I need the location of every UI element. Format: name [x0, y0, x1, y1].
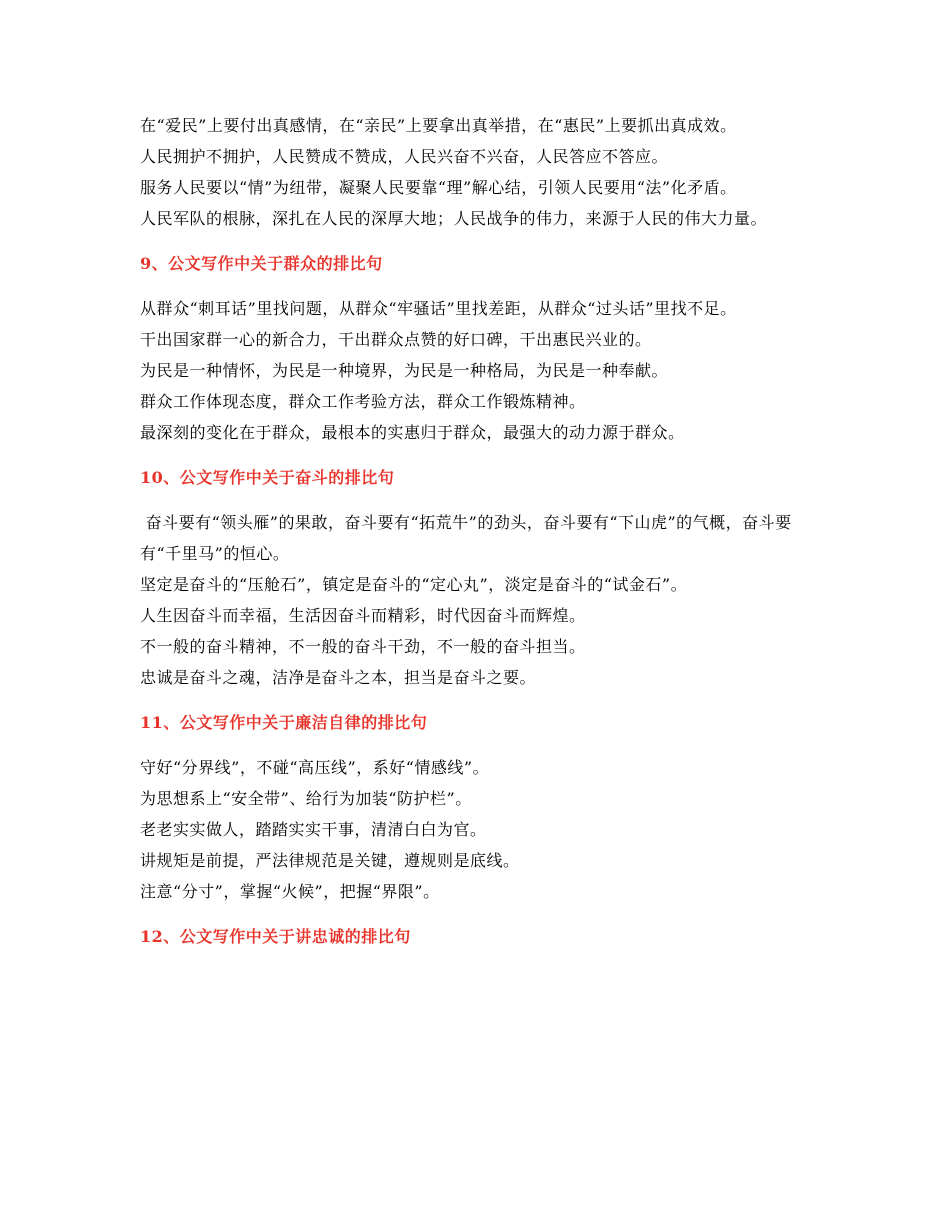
paragraph: 在“爱民”上要付出真感情，在“亲民”上要拿出真举措，在“惠民”上要抓出真成效。 — [140, 116, 737, 135]
section-heading: 12、公文写作中关于讲忠诚的排比句 — [140, 927, 411, 946]
section-heading: 10、公文写作中关于奋斗的排比句 — [140, 468, 395, 487]
section-integrity — [140, 707, 815, 907]
paragraph: 人生因奋斗而幸福，生活因奋斗而精彩，时代因奋斗而辉煌。 — [140, 606, 586, 625]
paragraph: 注意“分寸”，掌握“火候”，把握“界限”。 — [140, 882, 440, 901]
paragraph: 人民军队的根脉，深扎在人民的深厚大地；人民战争的伟力，来源于人民的伟大力量。 — [140, 209, 768, 228]
paragraph: 干出国家群一心的新合力，干出群众点赞的好口碑，干出惠民兴业的。 — [140, 330, 652, 349]
paragraph: 为民是一种情怀，为民是一种境界，为民是一种格局，为民是一种奉献。 — [140, 361, 669, 380]
section-striving — [140, 462, 815, 693]
paragraph: 忠诚是奋斗之魂，洁净是奋斗之本，担当是奋斗之要。 — [140, 668, 537, 687]
paragraph: 从群众“刺耳话”里找问题，从群众“牢骚话”里找差距，从群众“过头话”里找不足。 — [140, 299, 737, 318]
section-loyalty — [140, 921, 815, 952]
section-heading: 11、公文写作中关于廉洁自律的排比句 — [140, 713, 428, 732]
paragraph: 奋斗要有“领头雁”的果敢，奋斗要有“拓荒牛”的劲头，奋斗要有“下山虎”的气概，奋斗要有“千里马”的恒心。 — [140, 513, 792, 563]
paragraph: 人民拥护不拥护，人民赞成不赞成，人民兴奋不兴奋，人民答应不答应。 — [140, 147, 669, 166]
paragraph: 最深刻的变化在于群众，最根本的实惠归于群众，最强大的动力源于群众。 — [140, 423, 685, 442]
section-masses — [140, 248, 815, 448]
document-content — [140, 110, 815, 966]
paragraph: 老老实实做人，踏踏实实干事，清清白白为官。 — [140, 820, 487, 839]
paragraph: 坚定是奋斗的“压舱石”，镇定是奋斗的“定心丸”，淡定是奋斗的“试金石”。 — [140, 575, 688, 594]
paragraph: 为思想系上“安全带”、给行为加装“防护栏”。 — [140, 789, 472, 808]
paragraph: 讲规矩是前提，严法律规范是关键，遵规则是底线。 — [140, 851, 520, 870]
paragraph: 群众工作体现态度，群众工作考验方法，群众工作锻炼精神。 — [140, 392, 586, 411]
paragraph: 不一般的奋斗精神，不一般的奋斗干劲，不一般的奋斗担当。 — [140, 637, 586, 656]
intro-section — [140, 110, 815, 234]
paragraph: 服务人民要以“情”为纽带，凝聚人民要靠“理”解心结，引领人民要用“法”化矛盾。 — [140, 178, 737, 197]
paragraph: 守好“分界线”，不碰“高压线”，系好“情感线”。 — [140, 758, 490, 777]
section-heading: 9、公文写作中关于群众的排比句 — [140, 254, 383, 273]
